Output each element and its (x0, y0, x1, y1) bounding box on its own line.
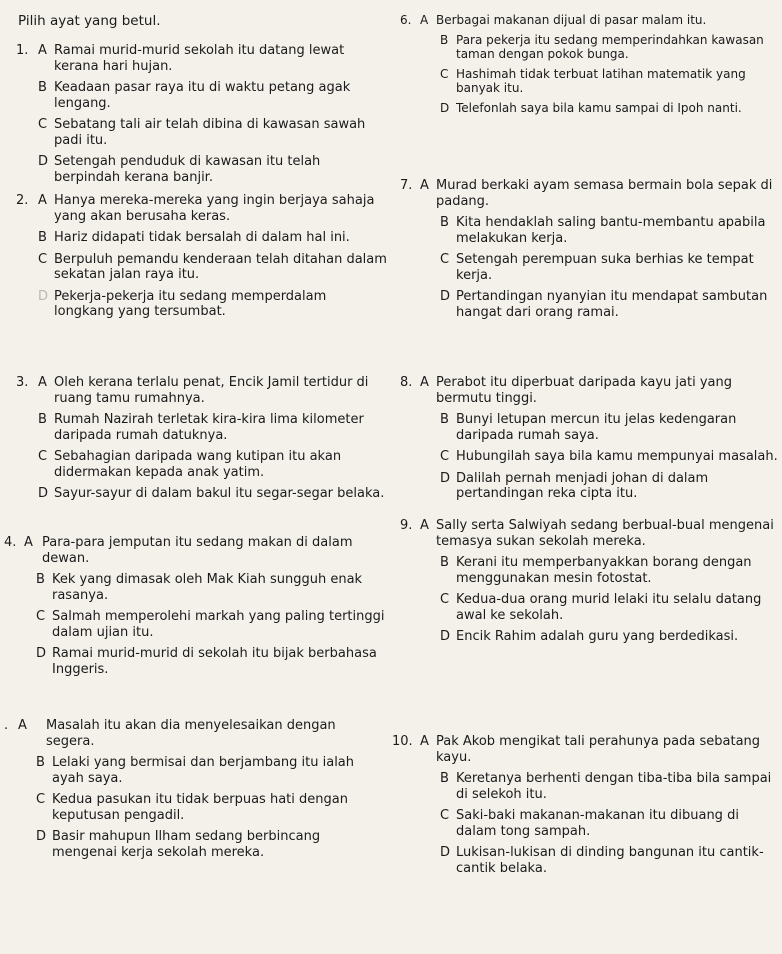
option-d[interactable]: D Basir mahupun Ilham sedang berbincang mengenai kerja sekolah mereka. (36, 829, 321, 860)
question-number: 6. (400, 13, 412, 27)
option-d[interactable]: D Dalilah pernah menjadi johan di dalam pertandingan reka cipta itu. (440, 470, 709, 501)
option-a[interactable]: A Murad berkaki ayam semasa bermain bola sepak di padang. (420, 178, 773, 209)
option-c[interactable]: C Saki-baki makanan-makanan itu dibuang di dalam tong sampah. (440, 808, 739, 839)
option-d[interactable]: D Pekerja-pekerja itu sedang memperdalam longkang yang tersumbat. (38, 288, 327, 319)
option-c[interactable]: C Salmah memperolehi markah yang paling tertinggi dalam ujian itu. (36, 609, 385, 640)
question-6 (400, 13, 778, 115)
option-a[interactable]: A Oleh kerana terlalu penat, Encik Jamil tertidur di ruang tamu rumahnya. (38, 375, 369, 406)
option-c[interactable]: C Kedua pasukan itu tidak berpuas hati dengan keputusan pengadil. (36, 792, 348, 823)
question-number: 9. (400, 518, 413, 533)
option-c[interactable]: C Sebahagian daripada wang kutipan itu akan didermakan kepada anak yatim. (38, 449, 342, 480)
question-number: 8. (400, 375, 413, 390)
option-c[interactable]: C Berpuluh pemandu kenderaan telah ditahan dalam sekatan jalan raya itu. (38, 251, 387, 282)
option-a[interactable]: A Pak Akob mengikat tali perahunya pada sebatang kayu. (420, 734, 761, 765)
option-b[interactable]: B Para pekerja itu sedang memperindahkan kawasan taman dengan pokok bunga. (440, 32, 764, 61)
option-a[interactable]: A Ramai murid-murid sekolah itu datang lewat kerana hari hujan. (38, 43, 345, 74)
question-number: 7. (400, 178, 413, 193)
option-a[interactable]: A Masalah itu akan dia menyelesaikan dengan segera. (18, 718, 336, 749)
option-a[interactable]: A Para-para jemputan itu sedang makan di dalam dewan. (24, 535, 353, 566)
option-a[interactable]: A Berbagai makanan dijual di pasar malam itu. (420, 13, 707, 27)
question-1 (16, 43, 388, 185)
question-number: 4. (4, 535, 17, 550)
question-9 (400, 518, 778, 645)
option-b[interactable]: B Bunyi letupan mercun itu jelas kedengaran daripada rumah saya. (440, 412, 737, 443)
option-d[interactable]: D Encik Rahim adalah guru yang berdedikasi. (440, 629, 739, 644)
question-4 (4, 535, 388, 677)
option-c[interactable]: C Kedua-dua orang murid lelaki itu selalu datang awal ke sekolah. (440, 592, 762, 623)
option-d[interactable]: D Setengah penduduk di kawasan itu telah berpindah kerana banjir. (38, 154, 321, 185)
option-c[interactable]: C Sebatang tali air telah dibina di kawasan sawah padi itu. (38, 117, 366, 148)
question-5 (4, 718, 388, 860)
question-8 (400, 375, 778, 502)
option-d[interactable]: D Sayur-sayur di dalam bakul itu segar-segar belaka. (38, 486, 385, 501)
question-7 (400, 178, 778, 320)
option-b[interactable]: B Rumah Nazirah terletak kira-kira lima kilometer daripada rumah datuknya. (38, 412, 364, 443)
question-number: 2. (16, 193, 29, 208)
question-2 (16, 193, 388, 320)
option-a[interactable]: A Perabot itu diperbuat daripada kayu jati yang bermutu tinggi. (420, 375, 732, 406)
option-a[interactable]: A Sally serta Salwiyah sedang berbual-bual mengenai temasya sukan sekolah mereka. (420, 518, 774, 549)
option-c[interactable]: C Hubungilah saya bila kamu mempunyai masalah. (440, 449, 778, 464)
option-b[interactable]: B Keretanya berhenti dengan tiba-tiba bila sampai di selekoh itu. (440, 771, 772, 802)
option-d[interactable]: D Pertandingan nyanyian itu mendapat sambutan hangat dari orang ramai. (440, 289, 768, 320)
option-b[interactable]: B Kek yang dimasak oleh Mak Kiah sungguh enak rasanya. (36, 572, 363, 603)
option-c[interactable]: C Hashimah tidak terbuat latihan matematik yang banyak itu. (440, 66, 746, 95)
option-b[interactable]: B Hariz didapati tidak bersalah di dalam hal ini. (38, 230, 350, 245)
option-d[interactable]: D Ramai murid-murid di sekolah itu bijak berbahasa Inggeris. (36, 646, 377, 677)
option-b[interactable]: B Keadaan pasar raya itu di waktu petang agak lengang. (38, 80, 351, 111)
instruction-text: Pilih ayat yang betul. (18, 13, 161, 29)
question-number: 10. (392, 734, 413, 749)
question-number: 3. (16, 375, 29, 390)
option-b[interactable]: B Lelaki yang bermisai dan berjambang itu ialah ayah saya. (36, 755, 355, 786)
question-number: 1. (16, 43, 29, 58)
option-a[interactable]: A Hanya mereka-mereka yang ingin berjaya sahaja yang akan berusaha keras. (38, 193, 375, 224)
option-d[interactable]: D Telefonlah saya bila kamu sampai di Ipoh nanti. (440, 100, 742, 115)
question-10 (392, 734, 778, 876)
option-d[interactable]: D Lukisan-lukisan di dinding bangunan itu cantik-cantik belaka. (440, 845, 764, 876)
option-b[interactable]: B Kerani itu memperbanyakkan borang dengan menggunakan mesin fotostat. (440, 555, 752, 586)
option-b[interactable]: B Kita hendaklah saling bantu-membantu apabila melakukan kerja. (440, 215, 766, 246)
option-c[interactable]: C Setengah perempuan suka berhias ke tempat kerja. (440, 252, 754, 283)
question-number: . (4, 718, 9, 733)
question-3 (16, 375, 388, 502)
